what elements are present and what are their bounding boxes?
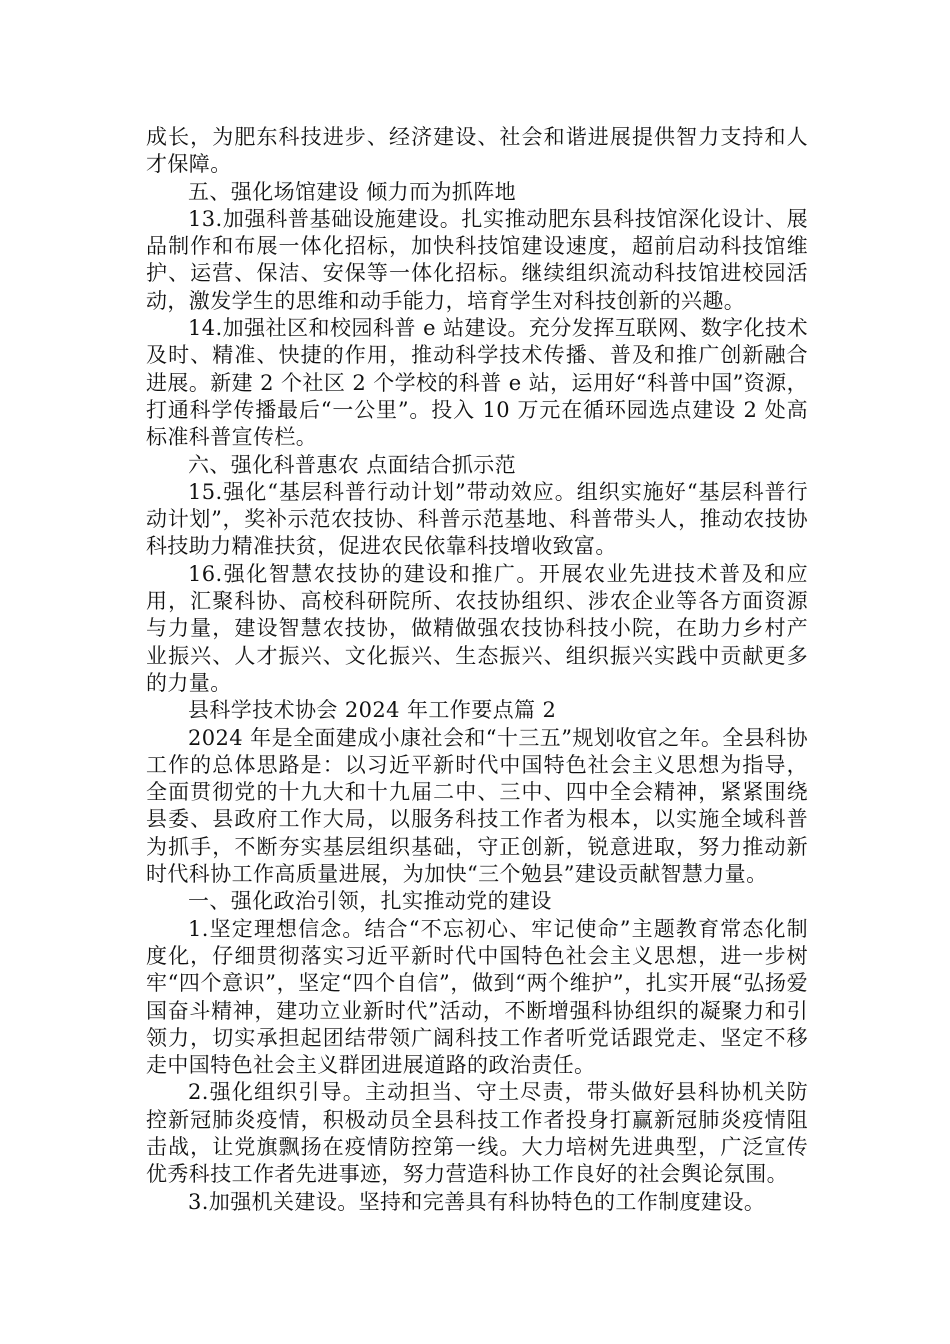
paragraph-item-16: 16.强化智慧农技协的建设和推广。开展农业先进技术普及和应用，汇聚科协、高校科研院所、农技协组织、涉农企业等各方面资源与力量，建设智慧农技协，做精做强农技协科技小院，在助力乡村产业振兴、人才振兴、文化振兴、生态振兴、组织振兴实践中贡献更多的力量。 — [146, 561, 808, 695]
paragraph-item-2: 2.强化组织引导。主动担当、守土尽责，带头做好县科协机关防控新冠肺炎疫情，积极动员全县科技工作者投身打赢新冠肺炎疫情阻击战，让党旗飘扬在疫情防控第一线。大力培树先进典型，广泛宣传优秀科技工作者先进事迹，努力营造科协工作良好的社会舆论氛围。 — [146, 1080, 808, 1187]
document-page — [146, 124, 808, 1216]
section-heading-1: 一、强化政治引领，扎实推动党的建设 — [188, 889, 552, 914]
paragraph-item-13: 13.加强科普基础设施建设。扎实推动肥东县科技馆深化设计、展品制作和布展一体化招标，加快科技馆建设速度，超前启动科技馆维护、运营、保洁、安保等一体化招标。继续组织流动科技馆进校园活动，激发学生的思维和动手能力，培育学生对科技创新的兴趣。 — [146, 206, 808, 313]
section-heading-6: 六、强化科普惠农 点面结合抓示范 — [188, 452, 517, 477]
paragraph-overview: 2024 年是全面建成小康社会和“十三五”规划收官之年。全县科协工作的总体思路是：以习近平新时代中国特色社会主义思想为指导，全面贯彻党的十九大和十九届二中、三中、四中全会精神，紧紧围绕县委、县政府工作大局，以服务科技工作者为根本，以实施全域科普为抓手，不断夯实基层组织基础，守正创新，锐意进取，努力推动新时代科协工作高质量进展，为加快“三个勉县”建设贡献智慧力量。 — [146, 725, 808, 887]
paragraph-item-14: 14.加强社区和校园科普 e 站建设。充分发挥互联网、数字化技术及时、精准、快捷的作用，推动科学技术传播、普及和推广创新融合进展。新建 2 个社区 2 个学校的科普 e 站，运用好“科普中国”资源，打通科学传播最后“一公里”。投入 10 万元在循环园选点建设 2 处高标准科普宣传栏。 — [146, 316, 808, 450]
paragraph-item-3: 3.加强机关建设。坚持和完善具有科协特色的工作制度建设。 — [188, 1189, 766, 1214]
document-subtitle: 县科学技术协会 2024 年工作要点篇 2 — [188, 698, 557, 723]
paragraph-item-15: 15.强化“基层科普行动计划”带动效应。组织实施好“基层科普行动计划”，奖补示范农技协、科普示范基地、科普带头人，推动农技协科技助力精准扶贫，促进农民依靠科技增收致富。 — [146, 479, 808, 559]
paragraph-item-1: 1.坚定理想信念。结合“不忘初心、牢记使命”主题教育常态化制度化，仔细贯彻落实习近平新时代中国特色社会主义思想，进一步树牢“四个意识”，坚定“四个自信”，做到“两个维护”，扎实开展“弘扬爱国奋斗精神，建功立业新时代”活动，不断增强科协组织的凝聚力和引领力，切实承担起团结带领广阔科技工作者听党话跟党走、坚定不移走中国特色社会主义群团进展道路的政治责任。 — [146, 916, 808, 1078]
section-heading-5: 五、强化场馆建设 倾力而为抓阵地 — [188, 179, 517, 204]
paragraph-continuation: 成长，为肥东科技进步、经济建设、社会和谐进展提供智力支持和人才保障。 — [146, 125, 808, 177]
